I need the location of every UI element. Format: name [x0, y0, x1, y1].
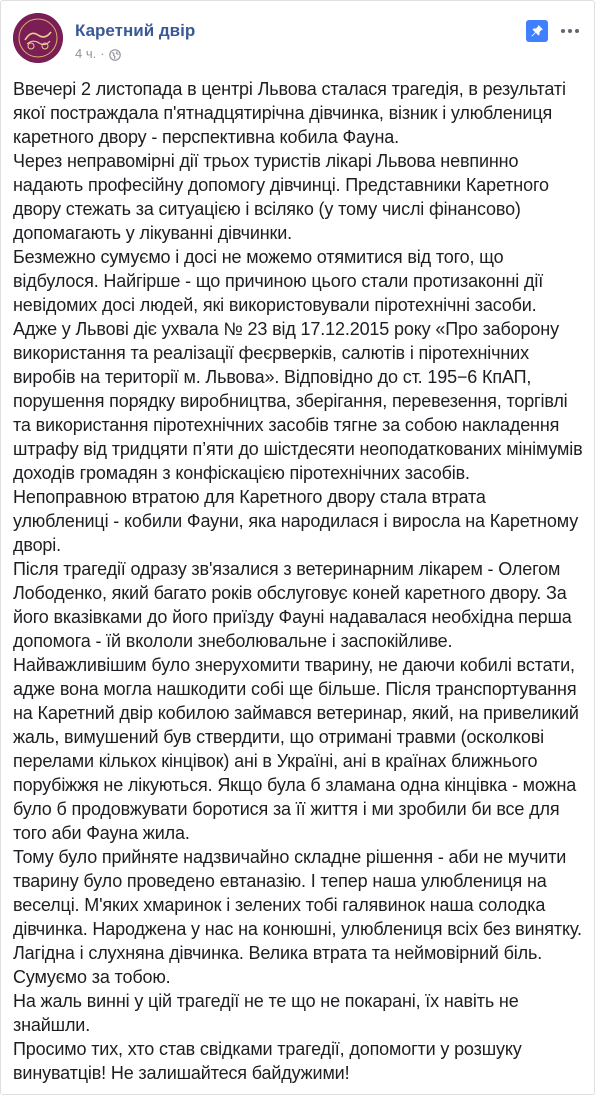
pin-icon [530, 24, 544, 38]
post-header [13, 13, 582, 63]
post-paragraph: Просимо тих, хто став свідками трагедії, допомогти у розшуку винуватців! Не залишайтеся байдужими! [13, 1039, 522, 1083]
post-options-button[interactable] [558, 20, 582, 42]
post-paragraph: На жаль винні у цій трагедії не те що не покарані, їх навіть не знайшли. [13, 991, 519, 1035]
page-avatar[interactable] [13, 13, 63, 63]
post-paragraph: Ввечері 2 листопада в центрі Львова сталася трагедія, в результаті якої постраждала п'ятнадцятирічна дівчинка, візник і улюблениця каретного двору - перспективна кобила Фауна. [13, 79, 566, 147]
post-paragraph: Через неправомірні дії трьох туристів лікарі Львова невпинно надають професійну допомогу дівчинці. Представники Каретного двору стежать за ситуацією і всіляко (у тому числі фінансово) допомагають у лікуванні дівчинки. [13, 151, 549, 243]
page-name-link[interactable]: Каретний двір [75, 21, 196, 40]
pin-post-button[interactable] [526, 20, 548, 42]
post-paragraph: Після трагедії одразу зв'язалися з ветеринарним лікарем - Олегом Лободенко, який багато років обслуговує коней каретного двору. За його вказівками до його приїзду Фауні надавалася необхідна перша допомога - їй вкололи знеболювальне і заспокійливе. [13, 559, 572, 651]
avatar-logo-icon [13, 13, 63, 63]
globe-icon[interactable] [109, 49, 121, 61]
post-paragraph: Найважливішим було знерухомити тварину, не даючи кобилі встати, адже вона могла нашкодити собі ще більше. Після транспортування на Каретний двір кобилою займався ветеринар, який, на привеликий жаль, вимушений був ствердити, що отримані травми (осколкові перелами кількох кінцівок) ані в Україні, ані в країнах ближнього порубіжжя не лікуються. Якщо була б зламана одна кінцівка - можна було б продовжувати боротися за її життя і ми зробили би все для того аби Фауна жила. [13, 655, 579, 843]
post-meta [75, 46, 121, 61]
post-body [13, 77, 585, 1085]
post-paragraph: Тому було прийняте надзвичайно складне рішення - аби не мучити тварину було проведено евтаназію. І тепер наша улюблениця на веселці. М'яких хмаринок і зелених тобі галявинок наша солодка дівчинка. Народжена у нас на конюшні, улюблениця всіх без винятку. Лагідна і слухняна дівчинка. Велика втрата та неймовірний біль. Сумуємо за тобою. [13, 847, 582, 987]
post-paragraph: Безмежно сумуємо і досі не можемо отямитися від того, що відбулося. Найгірше - що причиною цього стали протизаконні дії невідомих досі людей, які використовували піротехнічні засоби. [13, 247, 544, 315]
meta-separator: · [100, 46, 105, 61]
more-dots-icon [560, 28, 580, 34]
post-timestamp[interactable]: 4 ч. [75, 46, 97, 61]
post-paragraph: Адже у Львові діє ухвала № 23 від 17.12.2015 року «Про заборону використання та реалізації феєрверків, салютів і піротехнічних виробів на території м. Львова». Відповідно до ст. 195−6 КпАП, порушення порядку виробництва, зберігання, перевезення, торгівлі та використання піротехнічних засобів тягне за собою накладення штрафу від тридцяти п’яти до шістдесяти неоподаткованих мінімумів доходів громадян з конфіскацією піротехнічних засобів. [13, 319, 583, 483]
post-paragraph: Непоправною втратою для Каретного двору стала втрата улюблениці - кобили Фауни, яка народилася і виросла на Каретному дворі. [13, 487, 579, 555]
